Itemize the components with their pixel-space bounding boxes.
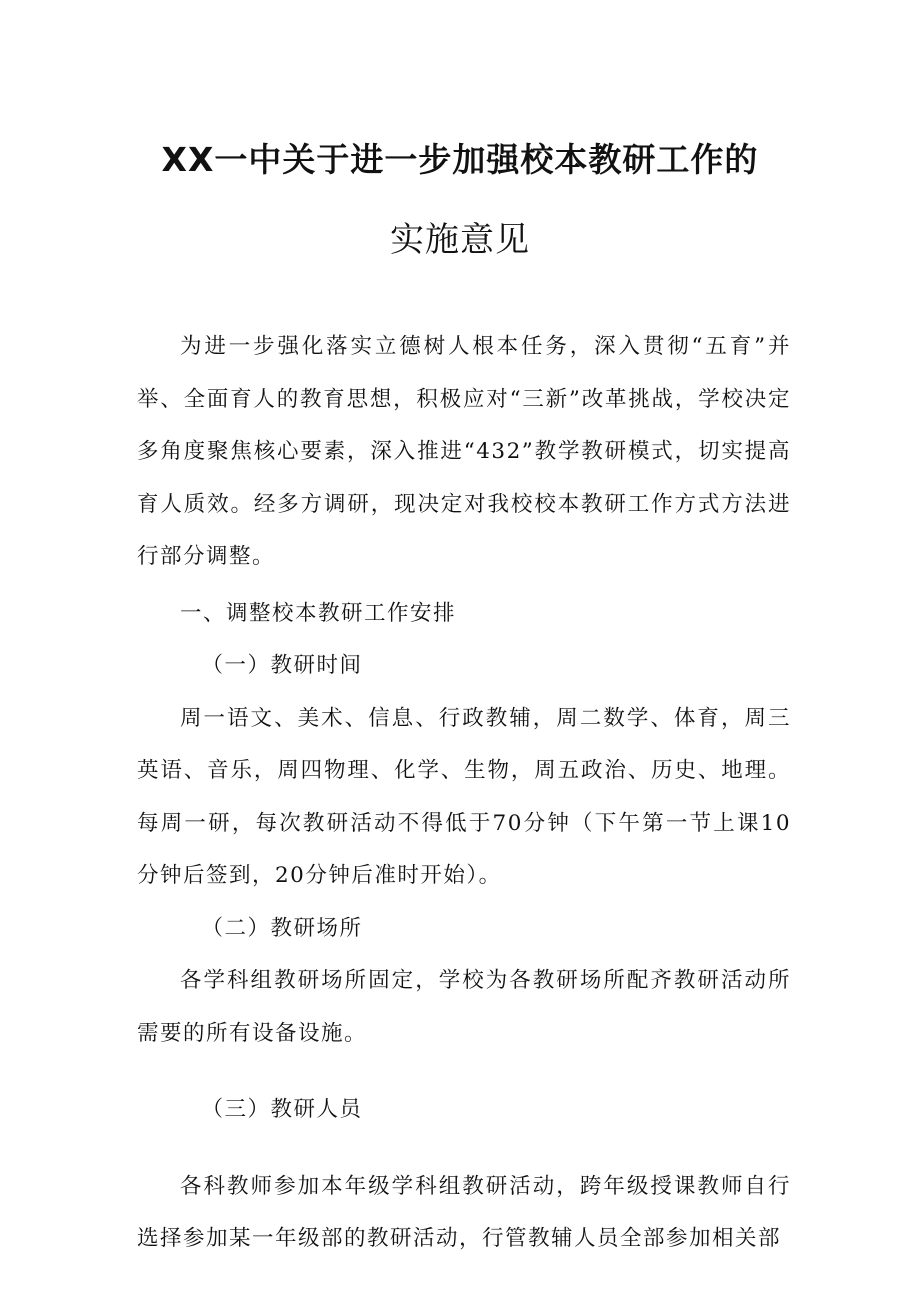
document-title-line-2: 实施意见	[390, 220, 530, 260]
subsection-time-paragraph: 周一语文、美术、信息、行政教辅，周二数学、体育，周三英语、音乐，周四物理、化学、生物，周五政治、历史、地理。每周一研，每次教研活动不得低于70分钟（下午第一节上课10分钟后签到，20分钟后准时开始）。	[137, 705, 791, 888]
subsection-time-heading: （一）教研时间	[201, 653, 363, 678]
subsection-staff-heading: （三）教研人员	[201, 1097, 363, 1122]
intro-paragraph: 为进一步强化落实立德树人根本任务，深入贯彻“五育”并举、全面育人的教育思想，积极应对“三新”改革挑战，学校决定多角度聚焦核心要素，深入推进“432”教学教研模式，切实提高育人质效。经多方调研，现决定对我校校本教研工作方式方法进行部分调整。	[137, 334, 791, 569]
document-title-line-1: XX一中关于进一步加强校本教研工作的	[161, 140, 759, 179]
document-body	[137, 321, 791, 1266]
subsection-place-heading: （二）教研场所	[201, 915, 363, 941]
section-1-heading: 一、调整校本教研工作安排	[180, 600, 457, 626]
subsection-staff-paragraph: 各科教师参加本年级学科组教研活动，跨年级授课教师自行选择参加某一年级部的教研活动，行管教辅人员全部参加相关部	[137, 1173, 791, 1251]
subsection-place-paragraph: 各学科组教研场所固定，学校为各教研场所配齐教研活动所需要的所有设备设施。	[137, 968, 791, 1046]
